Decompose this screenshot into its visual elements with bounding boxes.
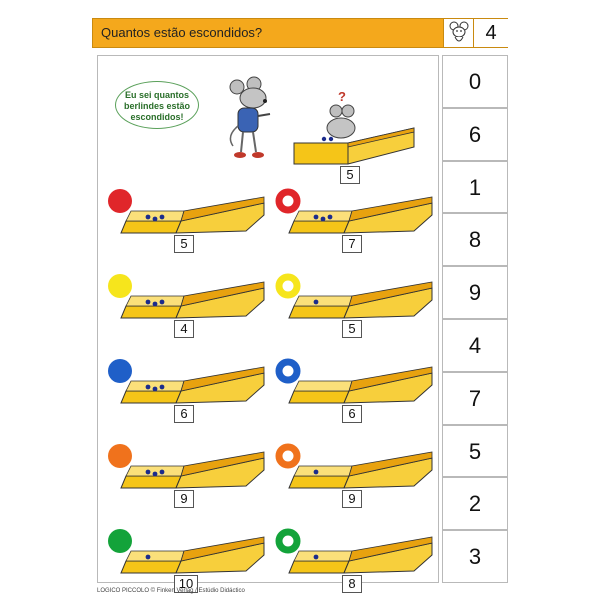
box-inside xyxy=(126,551,184,561)
task-item xyxy=(279,277,432,318)
box-tray xyxy=(289,476,349,488)
color-ring-icon xyxy=(279,277,297,295)
number-value: 8 xyxy=(348,576,356,591)
answer-column xyxy=(442,55,508,583)
task-item xyxy=(108,359,264,403)
answer-cell: 8 xyxy=(442,213,508,266)
speech-text: Eu sei quantos berlindes estão escondidos! xyxy=(123,90,191,122)
color-ring-icon xyxy=(279,192,297,210)
box-tray xyxy=(121,476,181,488)
marble xyxy=(328,215,333,220)
number-value: 6 xyxy=(180,406,188,421)
answer-cell: 0 xyxy=(442,55,508,108)
box-tray xyxy=(289,561,349,573)
marble xyxy=(160,385,165,390)
page-number: 4 xyxy=(473,19,508,47)
footer: LOGICO PICCOLO © Finken Verlag / Estúdio Didáctico xyxy=(97,588,245,594)
box-tray xyxy=(289,306,349,318)
box-tray xyxy=(121,306,181,318)
task-item xyxy=(108,274,264,318)
task-item xyxy=(279,532,432,573)
box-inside xyxy=(294,296,352,306)
marble xyxy=(153,302,158,307)
marble xyxy=(314,555,319,560)
color-dot-icon xyxy=(108,189,132,213)
marble xyxy=(153,387,158,392)
example-number-box xyxy=(340,166,360,184)
number-box xyxy=(342,320,362,338)
marble xyxy=(160,300,165,305)
answer-cell: 9 xyxy=(442,266,508,319)
mouse-icon xyxy=(443,19,473,47)
task-item xyxy=(108,444,264,488)
box-tray xyxy=(289,391,349,403)
color-dot-icon xyxy=(108,529,132,553)
color-ring-icon xyxy=(279,532,297,550)
box-inside xyxy=(294,551,352,561)
number-box xyxy=(342,235,362,253)
speech-bubble xyxy=(115,81,199,129)
answer-cell: 3 xyxy=(442,530,508,583)
marble xyxy=(160,470,165,475)
number-value: 7 xyxy=(348,236,356,251)
color-ring-icon xyxy=(279,447,297,465)
task-item xyxy=(279,192,432,233)
svg-text:?: ? xyxy=(338,89,346,104)
number-value: 9 xyxy=(348,491,356,506)
answer-cell: 6 xyxy=(442,108,508,161)
number-value: 6 xyxy=(348,406,356,421)
number-box xyxy=(342,490,362,508)
page-title: Quantos estão escondidos? xyxy=(101,25,263,40)
marble xyxy=(146,555,151,560)
number-value: 10 xyxy=(178,576,194,591)
box-tray xyxy=(121,391,181,403)
task-item xyxy=(279,362,432,403)
task-item xyxy=(108,529,264,573)
number-value: 5 xyxy=(348,321,356,336)
box-inside xyxy=(294,381,352,391)
number-box xyxy=(342,405,362,423)
number-box xyxy=(174,235,194,253)
marble xyxy=(146,300,151,305)
box-inside xyxy=(294,466,352,476)
marble xyxy=(321,217,326,222)
box-tray xyxy=(121,221,181,233)
answer-cell: 7 xyxy=(442,372,508,425)
marble xyxy=(314,215,319,220)
task-illustration xyxy=(98,56,440,584)
answer-cell: 5 xyxy=(442,425,508,478)
marble xyxy=(160,215,165,220)
answer-cell: 4 xyxy=(442,319,508,372)
number-box xyxy=(174,320,194,338)
marble xyxy=(153,472,158,477)
example-number: 5 xyxy=(346,167,354,182)
header-bar xyxy=(92,18,508,48)
task-item xyxy=(108,189,264,233)
marble xyxy=(146,215,151,220)
marble xyxy=(146,385,151,390)
marble xyxy=(153,217,158,222)
color-dot-icon xyxy=(108,274,132,298)
number-box xyxy=(342,575,362,593)
number-box xyxy=(174,490,194,508)
answer-cell: 2 xyxy=(442,477,508,530)
number-value: 5 xyxy=(180,236,188,251)
box-tray xyxy=(289,221,349,233)
box-tray xyxy=(121,561,181,573)
example-box xyxy=(294,89,414,164)
marble xyxy=(314,300,319,305)
color-ring-icon xyxy=(279,362,297,380)
task-item xyxy=(279,447,432,488)
number-box xyxy=(174,405,194,423)
standing-mouse xyxy=(230,77,270,158)
number-value: 4 xyxy=(180,321,188,336)
number-value: 9 xyxy=(180,491,188,506)
color-dot-icon xyxy=(108,359,132,383)
marble xyxy=(314,470,319,475)
color-dot-icon xyxy=(108,444,132,468)
answer-cell: 1 xyxy=(442,161,508,214)
marble xyxy=(146,470,151,475)
